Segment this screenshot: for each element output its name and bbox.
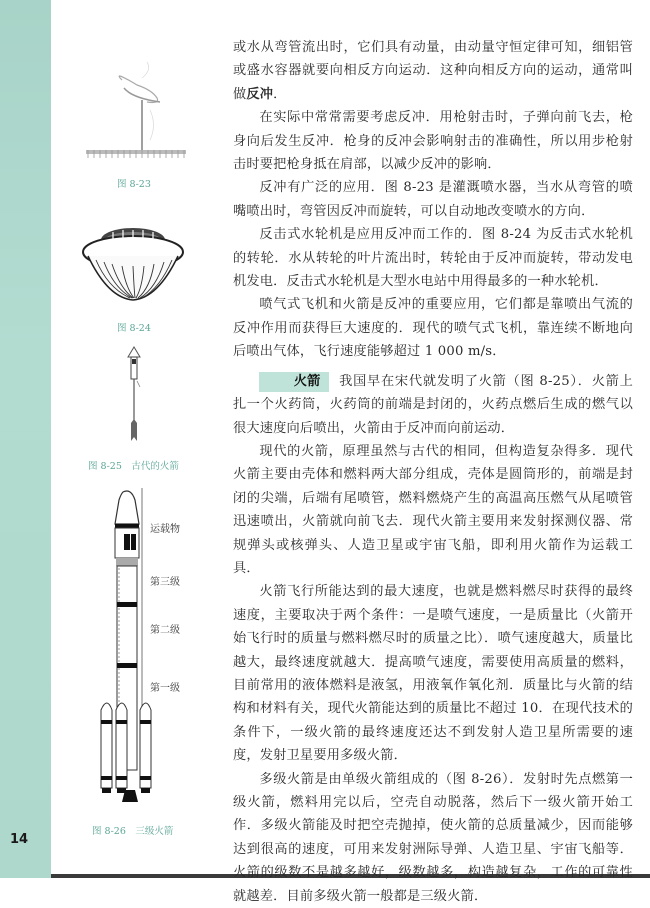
- term-recoil: 反冲: [246, 86, 274, 102]
- stage-label-first-stage: 第一级: [150, 683, 180, 694]
- three-stage-rocket-icon: [95, 488, 165, 810]
- page-number: 14: [10, 832, 29, 847]
- paragraph-text: 或水从弯管流出时，它们具有动量，由动量守恒定律可知，细铝管或盛水容器就要向相反方向运动．这种向相反方向的运动，通常叫做: [233, 40, 633, 102]
- stage-label-payload: 运载物: [150, 524, 180, 535]
- paragraph: [233, 36, 633, 106]
- sprinkler-icon: [82, 40, 192, 160]
- figure-caption-8-24: 图 8-24: [117, 323, 151, 334]
- stage-label-second-stage: 第二级: [150, 625, 180, 636]
- paragraph: 反击式水轮机是应用反冲而工作的．图 8-24 为反击式水轮机的转轮．水从转轮的叶片流出时，转轮由于反冲而旋转，带动发电机发电．反击式水轮机是大型水电站中用得最多的一种水轮机．: [233, 227, 633, 290]
- paragraph: 在实际中常常需要考虑反冲．用枪射击时，子弹向前飞去，枪身向后发生反冲．枪身的反冲会影响射击的准确性，所以用步枪射击时要把枪身抵在肩部，以减少反冲的影响．: [233, 110, 633, 173]
- paragraph: 现代的火箭，原理虽然与古代的相同，但构造复杂得多．现代火箭主要由壳体和燃料两大部分组成，壳体是圆筒形的，前端是封闭的尖端，后端有尾喷管，燃料燃烧产生的高温高压燃气从尾喷管迅速喷出，火箭就向前飞去．现代火箭主要用来发射探测仪器、常规弹头或核弹头、人造卫星或宇宙飞船，即利用火箭作为运载工具．: [233, 443, 633, 576]
- paragraph: 反冲有广泛的应用．图 8-23 是灌溉喷水器，当水从弯管的喷嘴喷出时，弯管因反冲而旋转，可以自动地改变喷水的方向．: [233, 180, 633, 219]
- body-text: [233, 36, 633, 908]
- page-margin-strip: [0, 0, 51, 878]
- paragraph-text: 我国早在宋代就发明了火箭（图 8-25）．火箭上扎一个火药筒，火药筒的前端是封闭的，火药点燃后生成的燃气以很大速度向后喷出，火箭由于反冲而向前运动．: [233, 373, 633, 436]
- ancient-rocket-icon: [120, 345, 150, 445]
- figure-caption-8-26: 图 8-26 三级火箭: [92, 826, 174, 837]
- paragraph: 多级火箭是由单级火箭组成的（图 8-26）．发射时先点燃第一级火箭，燃料用完以后，空壳自动脱落，然后下一级火箭开始工作．多级火箭能及时把空壳抛掉，使火箭的总质量减少，因而能够达到很高的速度，可用来发射洲际导弹、人造卫星、宇宙飞船等．火箭的级数不是越多越好，级数越多，构造越复杂，工作的可靠性就越差．目前多级火箭一般都是三级火箭．: [233, 771, 633, 904]
- paragraph-text: ．: [273, 86, 287, 102]
- turbine-runner-icon: [78, 218, 188, 308]
- paragraph: 喷气式飞机和火箭是反冲的重要应用，它们都是靠喷出气流的反冲作用而获得巨大速度的．现代的喷气式飞机，靠连续不断地向后喷出气体，飞行速度能够超过 1 000 m/s．: [233, 297, 633, 360]
- figure-caption-8-25: 图 8-25 古代的火箭: [88, 461, 179, 472]
- stage-label-third-stage: 第三级: [150, 577, 180, 588]
- section-heading-rocket: 火箭: [259, 372, 328, 392]
- paragraph: 火箭飞行所能达到的最大速度，也就是燃料燃尽时获得的最终速度，主要取决于两个条件：一是喷气速度，一是质量比（火箭开始飞行时的质量与燃料燃尽时的质量之比）．喷气速度越大，质量比越大，最终速度就越大．提高喷气速度，需要使用高质量的燃料，目前常用的液体燃料是液氢，用液氧作氧化剂．质量比与火箭的结构和材料有关，现代火箭能达到的质量比不超过 10．在现代技术的条件下，一级火箭的最终速度还达不到发射人造卫星所需要的速度，发射卫星要用多级火箭．: [233, 584, 633, 764]
- section-paragraph: [233, 370, 633, 440]
- figure-caption-8-23: 图 8-23: [117, 179, 151, 190]
